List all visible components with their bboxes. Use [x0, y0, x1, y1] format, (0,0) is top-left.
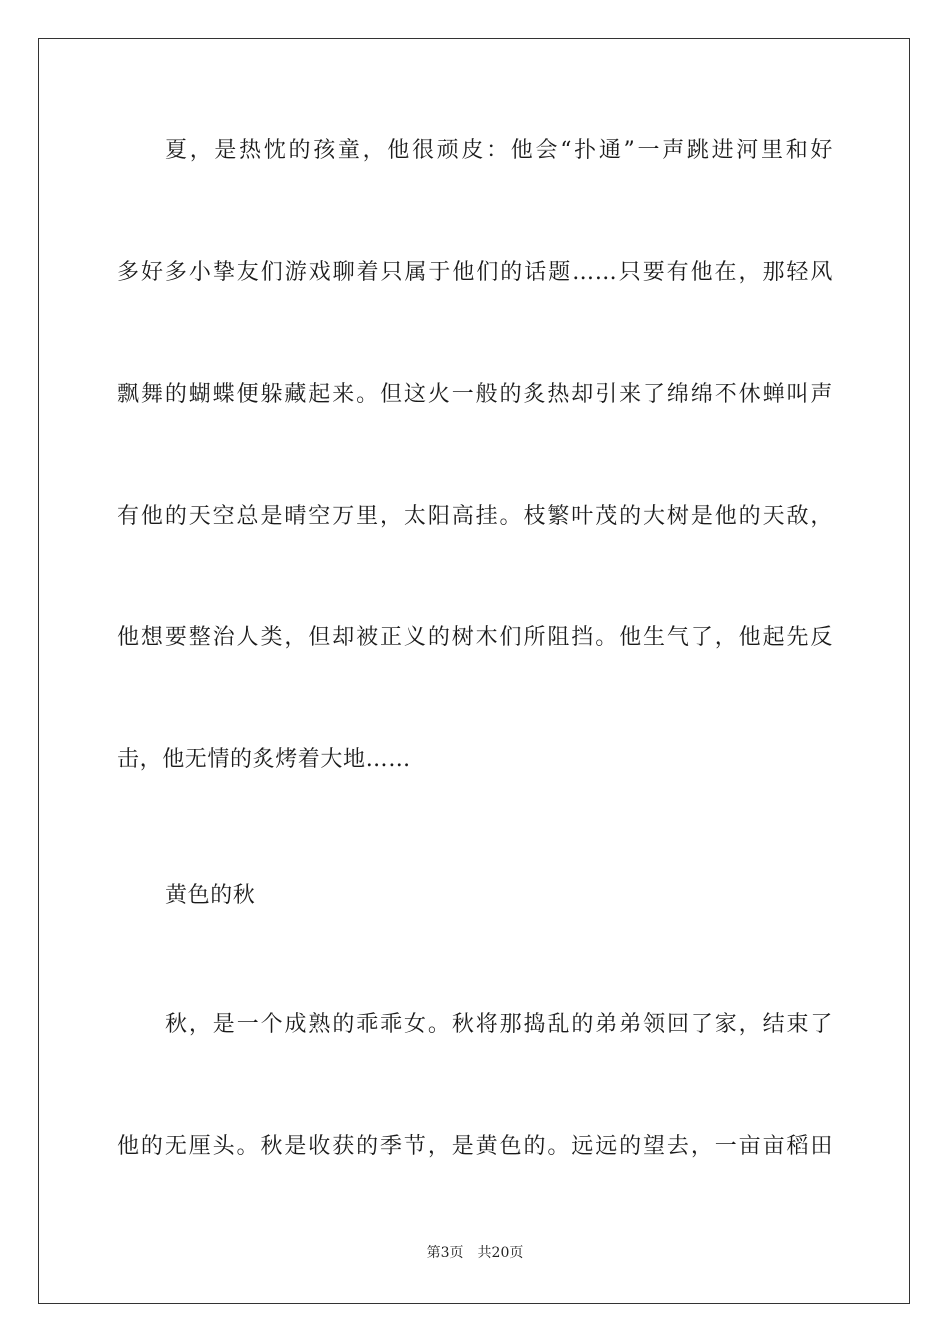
- paragraph-line: 有他的天空总是晴空万里，太阳高挂。枝繁叶茂的大树是他的天敌，: [117, 504, 833, 529]
- section-heading: 黄色的秋: [165, 883, 256, 908]
- page-number: 第3页: [426, 1245, 464, 1261]
- paragraph-line: 他的无厘头。秋是收获的季节，是黄色的。远远的望去，一亩亩稻田: [117, 1134, 833, 1159]
- paragraph-line: 飘舞的蝴蝶便躲藏起来。但这火一般的炙热却引来了绵绵不休蝉叫声: [117, 382, 833, 407]
- paragraph-line: 秋，是一个成熟的乖乖女。秋将那捣乱的弟弟领回了家，结束了: [165, 1012, 833, 1037]
- page-total: 共20页: [477, 1245, 524, 1261]
- page-border: [38, 38, 910, 1304]
- paragraph-line: 夏，是热忱的孩童，他很顽皮：他会“扑通”一声跳进河里和好: [165, 138, 833, 163]
- page-footer: [0, 1243, 950, 1263]
- paragraph-line: 击，他无情的炙烤着大地……: [117, 747, 411, 772]
- paragraph-line: 他想要整治人类，但却被正义的树木们所阻挡。他生气了，他起先反: [117, 625, 833, 650]
- paragraph-line: 多好多小挚友们游戏聊着只属于他们的话题……只要有他在，那轻风: [117, 260, 833, 285]
